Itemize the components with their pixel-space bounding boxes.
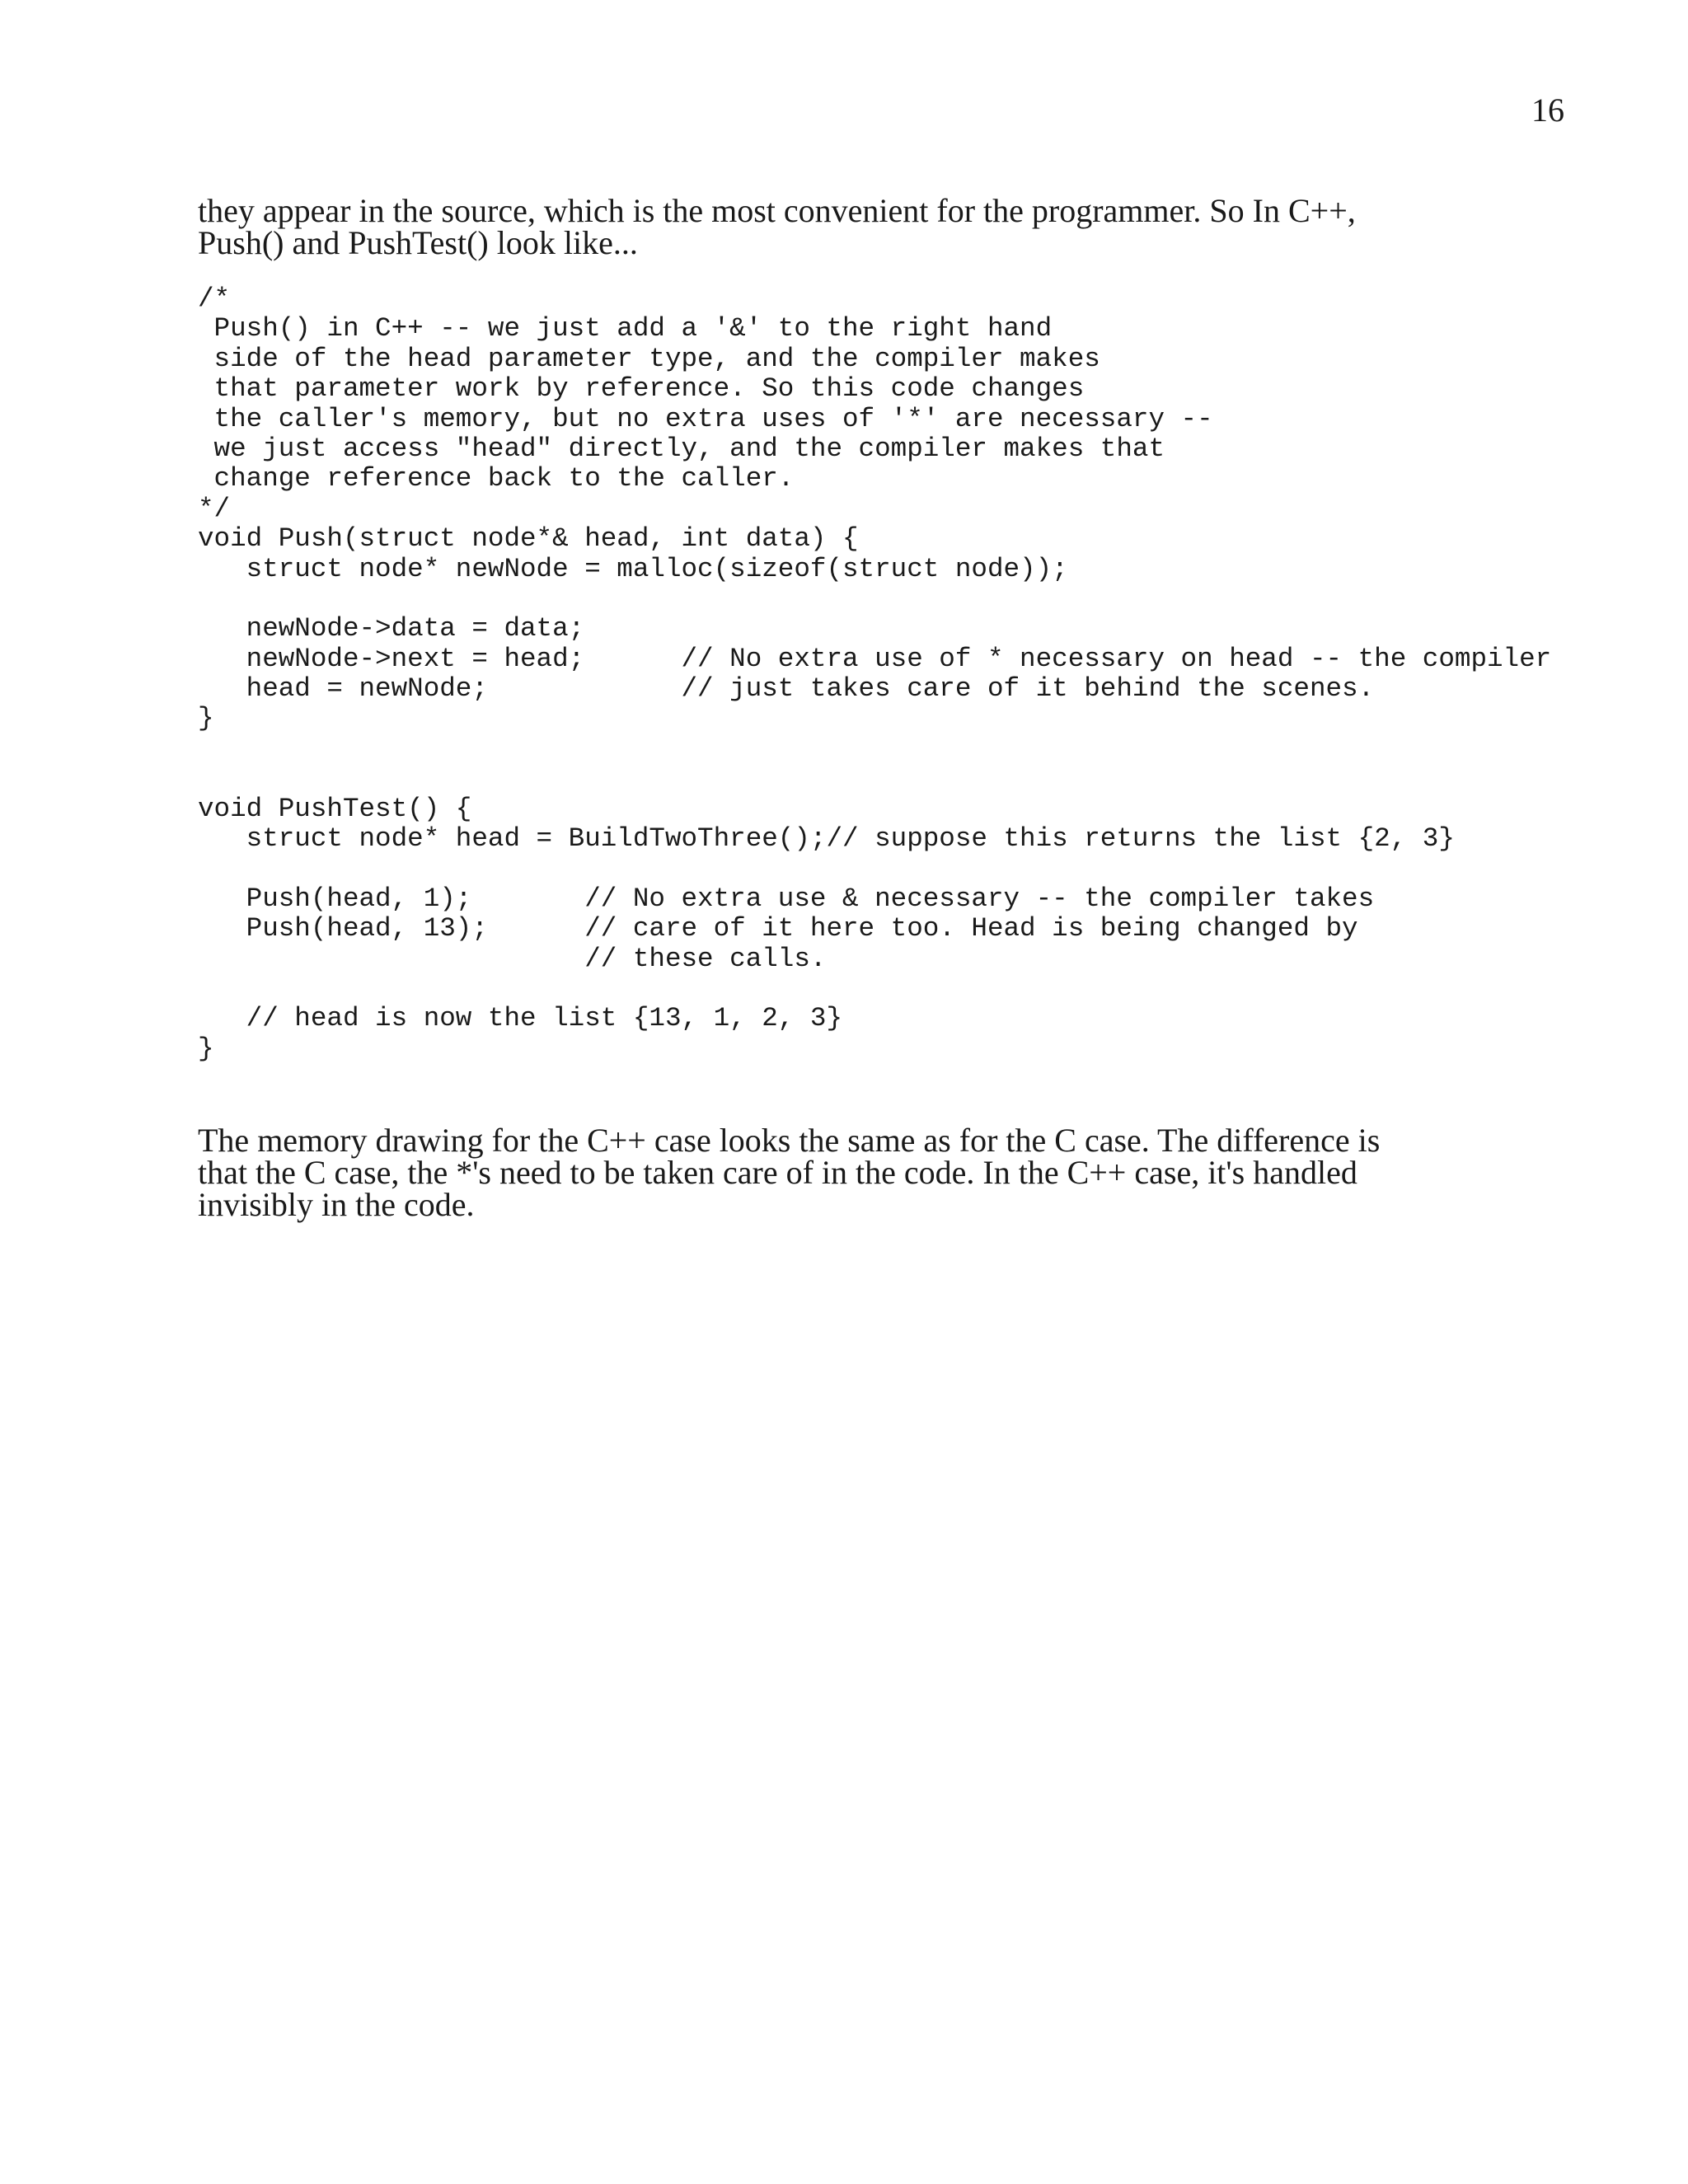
code-line: newNode->data = data; xyxy=(198,613,585,644)
intro-paragraph xyxy=(198,194,1533,259)
code-line: change reference back to the caller. xyxy=(198,463,795,494)
code-line: /* xyxy=(198,284,231,314)
code-line: that parameter work by reference. So this code changes xyxy=(198,373,1085,405)
code-line: head = newNode; // just takes care of it behind the scenes. xyxy=(198,673,1375,705)
code-line: void PushTest() { xyxy=(198,793,472,824)
code-line: */ xyxy=(198,493,231,524)
closing-line: that the C case, the *'s need to be taken care of in the code. In the C++ case, it's handled xyxy=(198,1154,1357,1191)
code-line: Push() in C++ -- we just add a '&' to the right hand xyxy=(198,313,1053,344)
code-line: } xyxy=(198,1033,214,1064)
code-line xyxy=(198,854,1648,883)
closing-line: invisibly in the code. xyxy=(198,1186,475,1223)
code-line: newNode->next = head; // No extra use of * necessary on head -- the compiler xyxy=(198,643,1552,674)
closing-paragraph xyxy=(198,1124,1533,1221)
code-line: } xyxy=(198,703,214,734)
code-line: void Push(struct node*& head, int data) { xyxy=(198,523,859,555)
intro-line: they appear in the source, which is the most convenient for the programmer. So In C++, xyxy=(198,192,1356,229)
code-listing xyxy=(198,284,1648,1064)
page-number: 16 xyxy=(1531,91,1564,129)
code-line: // these calls. xyxy=(198,943,827,974)
code-line xyxy=(198,974,1648,1004)
code-line: side of the head parameter type, and the compiler makes xyxy=(198,343,1100,374)
code-line: Push(head, 1); // No extra use & necessary -- the compiler takes xyxy=(198,883,1375,914)
code-line xyxy=(198,734,1648,764)
code-line: struct node* head = BuildTwoThree();// suppose this returns the list {2, 3} xyxy=(198,823,1455,855)
code-line: Push(head, 13); // care of it here too. Head is being changed by xyxy=(198,913,1358,944)
code-line: // head is now the list {13, 1, 2, 3} xyxy=(198,1003,843,1034)
intro-line: Push() and PushTest() look like... xyxy=(198,224,638,261)
code-line xyxy=(198,584,1648,614)
code-line: we just access "head" directly, and the compiler makes that xyxy=(198,433,1165,464)
code-line xyxy=(198,764,1648,794)
code-line: struct node* newNode = malloc(sizeof(struct node)); xyxy=(198,553,1068,584)
closing-line: The memory drawing for the C++ case looks the same as for the C case. The difference is xyxy=(198,1122,1381,1159)
code-line: the caller's memory, but no extra uses of '*' are necessary -- xyxy=(198,403,1213,434)
